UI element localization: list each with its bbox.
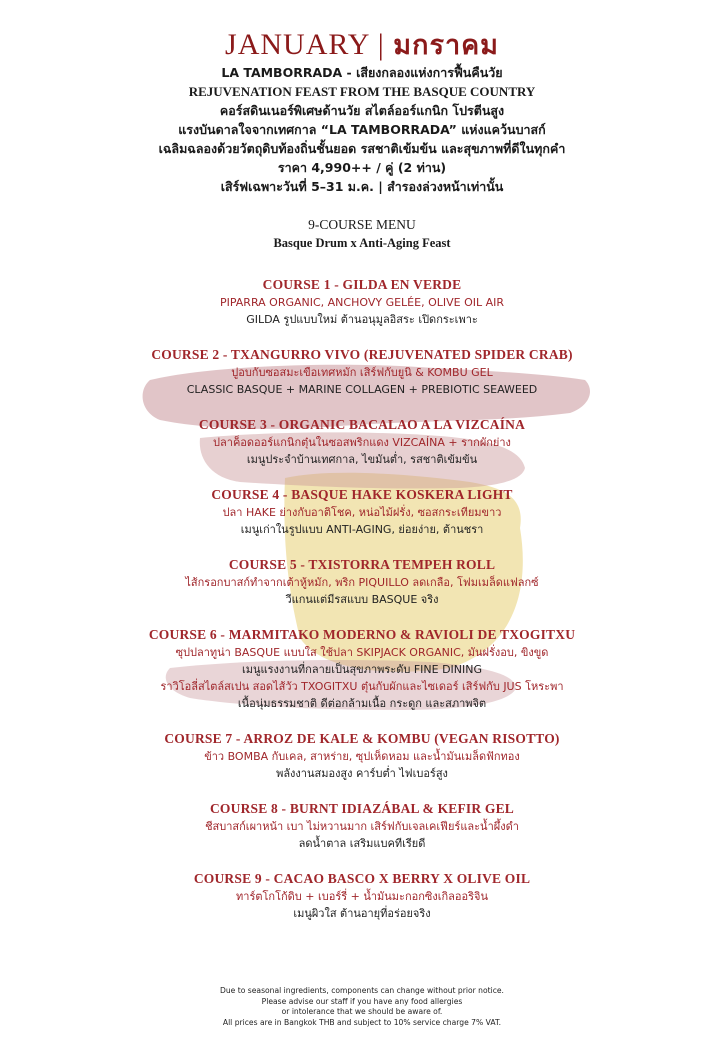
course-4 xyxy=(0,486,724,538)
course-3 xyxy=(0,416,724,468)
course-description: ราวิโอลี่สไตล์สเปน สอดไส้วัว TXOGITXU ตุ๋นกับผักและไซเดอร์ เสิร์ฟกับ JUS โหระพา xyxy=(160,680,564,693)
course-description: ซุปปลาทูน่า BASQUE แบบใส ใช้ปลา SKIPJACK ORGANIC, มันฝรั่งอบ, ขิงขูด xyxy=(175,646,549,659)
footer-line-allergies: Please advise our staff if you have any food allergies xyxy=(261,996,463,1006)
menu-title: 9-COURSE MENU xyxy=(308,217,416,232)
footer-line-seasonal: Due to seasonal ingredients, components can change without prior notice. xyxy=(220,986,504,995)
course-5 xyxy=(0,556,724,608)
footer-line-prices: All prices are in Bangkok THB and subject to 10% service charge 7% VAT. xyxy=(222,1017,502,1027)
course-description: ไส้กรอกบาสก์ทำจากเต้าหู้หมัก, พริก PIQUILLO ลดเกลือ, โฟมเมล็ดแฟลกซ์ xyxy=(185,576,539,589)
menu-page xyxy=(0,28,724,922)
month-thai: มกราคม xyxy=(393,30,499,61)
course-note: GILDA รูปแบบใหม่ ต้านอนุมูลอิสระ เปิดกระเพาะ xyxy=(246,313,478,326)
course-9 xyxy=(0,870,724,922)
footer-line-intolerance: or intolerance that we should be aware of. xyxy=(281,1007,443,1016)
course-note: ลดน้ำตาล เสริมแบคทีเรียดี xyxy=(298,837,426,850)
footer-notice xyxy=(0,986,724,1028)
header-line-celebration: เฉลิมฉลองด้วยวัตถุดิบท้องถิ่นชั้นยอด รสชาติเข้มข้น และสุขภาพที่ดีในทุกคำ xyxy=(158,141,566,156)
page-title xyxy=(0,28,724,63)
course-7 xyxy=(0,730,724,782)
promo-header xyxy=(0,63,724,196)
course-note: เมนูแรงงานที่กลายเป็นสุขภาพระดับ FINE DINING xyxy=(241,663,483,676)
course-note: เมนูผิวใส ต้านอายุที่อร่อยจริง xyxy=(293,907,431,920)
menu-heading xyxy=(0,216,724,252)
course-note: วีแกนแต่มีรสแบบ BASQUE จริง xyxy=(285,593,439,606)
course-title: COURSE 8 - BURNT IDIAZÁBAL & KEFIR GEL xyxy=(209,801,515,816)
course-description: ปูอบกับซอสมะเขือเทศหมัก เสิร์ฟกับยูนิ & KOMBU GEL xyxy=(231,366,493,379)
course-8 xyxy=(0,800,724,852)
course-description: PIPARRA ORGANIC, ANCHOVY GELÉE, OLIVE OIL AIR xyxy=(219,296,505,309)
course-title: COURSE 3 - ORGANIC BACALAO A LA VIZCAÍNA xyxy=(198,417,526,432)
course-description: ปลา HAKE ย่างกับอาติโชค, หน่อไม้ฝรั่ง, ซอสกระเทียมขาว xyxy=(222,506,502,519)
course-2 xyxy=(0,346,724,398)
course-title: COURSE 4 - BASQUE HAKE KOSKERA LIGHT xyxy=(211,487,513,502)
header-line-subtitle: REJUVENATION FEAST FROM THE BASQUE COUNTRY xyxy=(188,84,536,99)
course-title: COURSE 9 - CACAO BASCO X BERRY X OLIVE OIL xyxy=(193,871,531,886)
course-1 xyxy=(0,276,724,328)
header-line-dates: เสิร์ฟเฉพาะวันที่ 5–31 ม.ค. | สำรองล่วงหน้าเท่านั้น xyxy=(220,179,504,194)
course-title: COURSE 1 - GILDA EN VERDE xyxy=(262,277,462,292)
course-description: ชีสบาสก์เผาหน้า เบา ไม่หวานมาก เสิร์ฟกับเจลเคเฟียร์และน้ำผึ้งดำ xyxy=(205,820,519,833)
course-description: ทาร์ตโกโก้ดิบ + เบอร์รี่ + น้ำมันมะกอกซิงเกิลออริจิน xyxy=(236,890,488,903)
course-note: เมนูเก่าในรูปแบบ ANTI-AGING, ย่อยง่าย, ต้านชรา xyxy=(240,523,484,536)
course-description: ปลาค็อดออร์แกนิกตุ๋นในซอสพริกแดง VIZCAÍNA + รากผักย่าง xyxy=(213,436,511,449)
header-line-inspiration: แรงบันดาลใจจากเทศกาล “LA TAMBORRADA” แห่งแคว้นบาสก์ xyxy=(178,122,546,137)
course-note: CLASSIC BASQUE + MARINE COLLAGEN + PREBIOTIC SEAWEED xyxy=(186,383,538,396)
menu-subtitle: Basque Drum x Anti-Aging Feast xyxy=(273,236,451,250)
header-line-price: ราคา 4,990++ / คู่ (2 ท่าน) xyxy=(277,160,447,175)
course-title: COURSE 6 - MARMITAKO MODERNO & RAVIOLI DE TXOGITXU xyxy=(148,627,576,642)
course-description: ข้าว BOMBA กับเคล, สาหร่าย, ซุปเห็ดหอม และน้ำมันเมล็ดฟักทอง xyxy=(204,750,520,763)
course-title: COURSE 2 - TXANGURRO VIVO (REJUVENATED SPIDER CRAB) xyxy=(151,347,573,362)
course-list xyxy=(0,276,724,922)
course-note: พลังงานสมองสูง คาร์บต่ำ ไฟเบอร์สูง xyxy=(276,767,448,780)
header-line-course-desc: คอร์สดินเนอร์พิเศษด้านวัย สไตล์ออร์แกนิก โปรตีนสูง xyxy=(219,103,505,118)
course-note: เนื้อนุ่มธรรมชาติ ดีต่อกล้ามเนื้อ กระดูก และสภาพจิต xyxy=(237,697,487,710)
month-english: JANUARY xyxy=(225,28,370,61)
course-note: เมนูประจำบ้านเทศกาล, ไขมันต่ำ, รสชาติเข้มข้น xyxy=(246,453,478,466)
course-6 xyxy=(0,626,724,712)
header-line-event: LA TAMBORRADA - เสียงกลองแห่งการฟื้นคืนวัย xyxy=(221,65,503,80)
course-title: COURSE 7 - ARROZ DE KALE & KOMBU (VEGAN RISOTTO) xyxy=(164,731,560,746)
title-separator: | xyxy=(369,28,394,61)
course-title: COURSE 5 - TXISTORRA TEMPEH ROLL xyxy=(228,557,496,572)
